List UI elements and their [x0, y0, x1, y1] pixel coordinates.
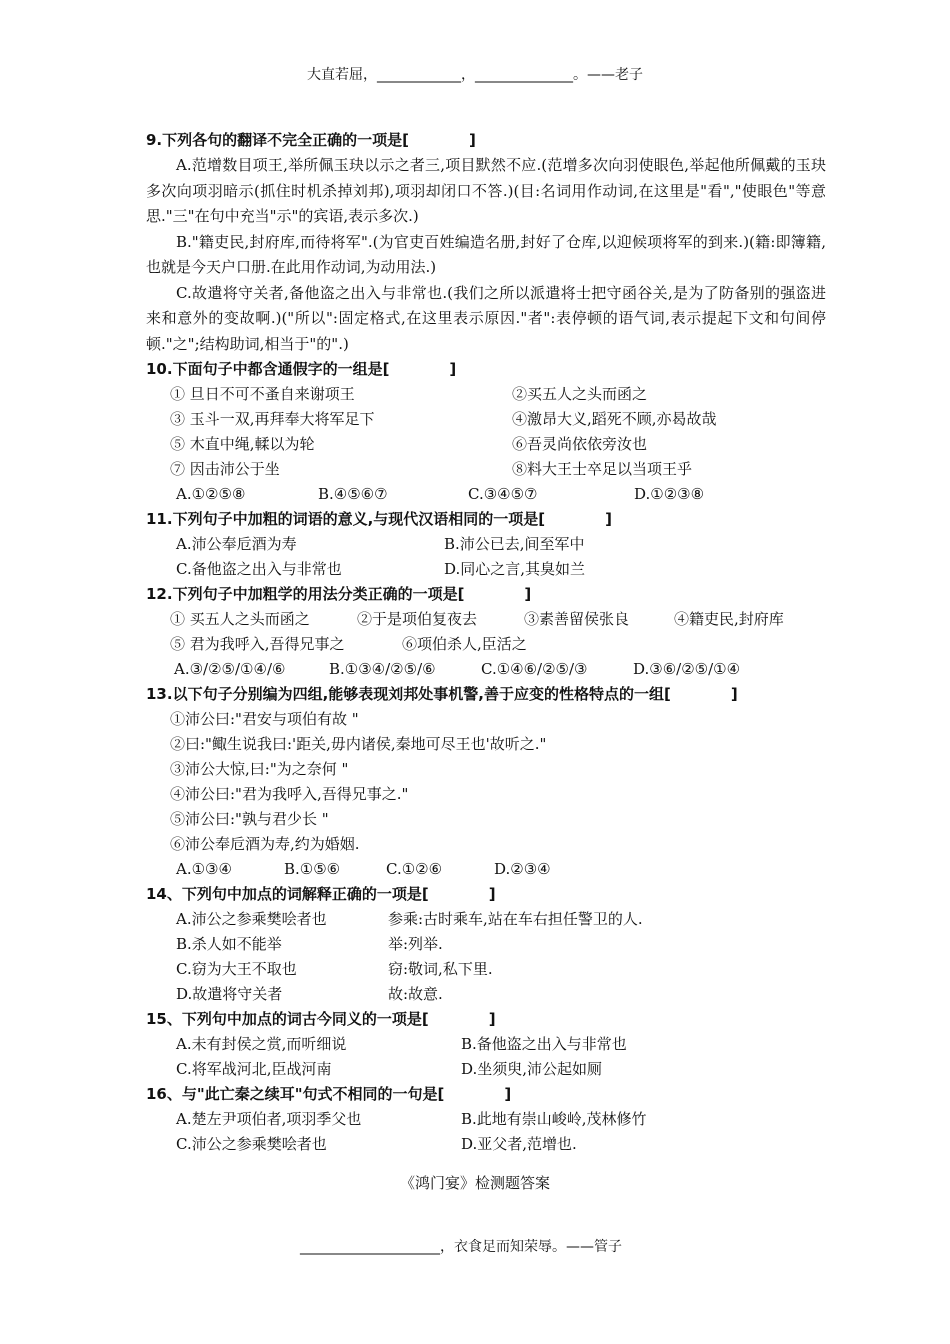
- question-12-option: B.①③④/②⑤/⑥: [329, 660, 436, 678]
- question-14-explanation: 窃:敬词,私下里.: [388, 960, 493, 978]
- question-13-stem: 13.以下句子分别编为四组,能够表现刘邦处事机警,善于应变的性格特点的一组[ ]: [146, 685, 738, 703]
- question-13-item: ⑤沛公曰:"孰与君少长 ": [170, 810, 329, 828]
- question-16-option: A.楚左尹项伯者,项羽季父也: [176, 1110, 362, 1128]
- question-12-option: D.③⑥/②⑤/①④: [633, 660, 741, 678]
- question-16-row: [146, 1132, 826, 1157]
- question-12-item: ① 买五人之头而函之: [170, 610, 310, 628]
- question-10-option: A.①②⑤⑧: [176, 485, 246, 503]
- question-11-stem: 11.下列句子中加粗的词语的意义,与现代汉语相同的一项是[ ]: [146, 510, 612, 528]
- question-12-option: A.③/②⑤/①④/⑥: [174, 660, 286, 678]
- question-11-option: A.沛公奉卮酒为寿: [176, 535, 297, 553]
- question-14-option: D.故遣将守关者: [176, 985, 283, 1003]
- question-10-item: ⑦ 因击沛公于坐: [170, 460, 280, 478]
- question-14-option: A.沛公之参乘樊哙者也: [176, 910, 327, 928]
- answer-section-title: 《鸿门宴》检测题答案: [399, 1174, 550, 1192]
- page-header: 大直若屈，____________，______________。——老子: [307, 67, 643, 83]
- question-12-option: C.①④⑥/②⑤/③: [481, 660, 588, 678]
- question-14-option: C.窃为大王不取也: [176, 960, 297, 978]
- question-12-item: ⑥项伯杀人,臣活之: [402, 635, 527, 653]
- question-14-row: [146, 907, 826, 932]
- question-13-item: ⑥沛公奉卮酒为寿,约为婚姻.: [170, 835, 360, 853]
- question-9-option-c: C.故遣将守关者,备他盗之出入与非常也.(我们之所以派遣将士把守函谷关,是为了防备别的强盗进来和意外的变故啊.)("所以":固定格式,在这里表示原因."者":表停顿的语气词,表示提起下文和句间停顿."之";结构助词,相当于"的".): [146, 283, 826, 353]
- question-11-option: B.沛公已去,间至军中: [444, 535, 585, 553]
- question-13-option: B.①⑤⑥: [284, 860, 341, 878]
- question-10-options: [146, 482, 826, 507]
- question-13-item: ②曰:"鲰生说我曰:'距关,毋内诸侯,秦地可尽王也'故听之.": [170, 735, 547, 753]
- question-15-option: D.坐须臾,沛公起如厕: [461, 1060, 603, 1078]
- question-10-option: D.①②③⑧: [634, 485, 705, 503]
- question-12-item: ④籍吏民,封府库: [674, 610, 784, 628]
- question-11-row: [146, 532, 826, 557]
- question-11-option: D.同心之言,其臭如兰: [444, 560, 586, 578]
- question-15-row: [146, 1057, 826, 1082]
- question-10-row: [146, 407, 826, 432]
- question-16-option: B.此地有崇山峻岭,茂林修竹: [461, 1110, 647, 1128]
- question-12-item: ②于是项伯复夜去: [357, 610, 478, 628]
- question-16-option: D.亚父者,范增也.: [461, 1135, 577, 1153]
- question-12-item: ③素善留侯张良: [524, 610, 630, 628]
- question-14-stem: 14、下列句中加点的词解释正确的一项是[ ]: [146, 885, 496, 903]
- question-14-row: [146, 957, 826, 982]
- question-10-option: C.③④⑤⑦: [468, 485, 538, 503]
- question-13-options: [146, 857, 826, 882]
- question-14-option: B.杀人如不能举: [176, 935, 282, 953]
- question-10-stem: 10.下面句子中都含通假字的一组是[ ]: [146, 360, 457, 378]
- question-13-item: ①沛公曰:"君安与项伯有故 ": [170, 710, 359, 728]
- question-12-item: ⑤ 君为我呼入,吾得兄事之: [170, 635, 345, 653]
- question-9-stem: 9.下列各句的翻译不完全正确的一项是[ ]: [146, 131, 476, 149]
- question-13-item: ④沛公曰:"君为我呼入,吾得兄事之.": [170, 785, 409, 803]
- question-10-item: ②买五人之头而函之: [512, 385, 648, 403]
- question-13-option: D.②③④: [494, 860, 551, 878]
- question-11-option: C.备他盗之出入与非常也: [176, 560, 342, 578]
- question-10-row: [146, 382, 826, 407]
- question-10-item: ① 旦日不可不蚤自来谢项王: [170, 385, 355, 403]
- question-14-explanation: 参乘:古时乘车,站在车右担任警卫的人.: [388, 910, 643, 928]
- question-10-option: B.④⑤⑥⑦: [318, 485, 388, 503]
- question-12-options: [146, 657, 826, 682]
- question-13-option: C.①②⑥: [386, 860, 443, 878]
- question-10-row: [146, 457, 826, 482]
- question-10-item: ⑧料大王士卒足以当项王乎: [512, 460, 693, 478]
- document-body: [146, 128, 826, 1157]
- question-14-row: [146, 982, 826, 1007]
- question-9-option-b: B."籍吏民,封府库,而待将军".(为官吏百姓编造名册,封好了仓库,以迎候项将军的到来.)(籍:即簿籍,也就是今天户口册.在此用作动词,为动用法.): [146, 232, 826, 276]
- question-15-row: [146, 1032, 826, 1057]
- question-15-option: A.未有封侯之赏,而听细说: [176, 1035, 347, 1053]
- page-footer: ____________________，衣食足而知荣辱。——管子: [300, 1239, 622, 1255]
- question-15-option: B.备他盗之出入与非常也: [461, 1035, 627, 1053]
- question-13-option: A.①③④: [176, 860, 232, 878]
- question-12-stem: 12.下列句子中加粗学的用法分类正确的一项是[ ]: [146, 585, 532, 603]
- question-14-explanation: 举:列举.: [388, 935, 443, 953]
- question-10-item: ⑤ 木直中绳,輮以为轮: [170, 435, 315, 453]
- question-11-row: [146, 557, 826, 582]
- question-15-stem: 15、下列句中加点的词古今同义的一项是[ ]: [146, 1010, 496, 1028]
- question-12-line: [146, 607, 826, 632]
- question-9-option-a: A.范增数目项王,举所佩玉玦以示之者三,项目默然不应.(范增多次向羽使眼色,举起他所佩戴的玉玦多次向项羽暗示(抓住时机杀掉刘邦),项羽却闭口不答.)(目:名词用作动词,在这里是"看","使眼色"等意思."三"在句中充当"示"的宾语,表示多次.): [146, 156, 826, 225]
- question-16-option: C.沛公之参乘樊哙者也: [176, 1135, 327, 1153]
- question-10-item: ⑥吾灵尚依依旁汝也: [512, 435, 648, 453]
- question-16-row: [146, 1107, 826, 1132]
- question-16-stem: 16、与"此亡秦之续耳"句式不相同的一句是[ ]: [146, 1085, 512, 1103]
- question-12-line: [146, 632, 826, 657]
- question-14-row: [146, 932, 826, 957]
- question-15-option: C.将军战河北,臣战河南: [176, 1060, 332, 1078]
- question-13-item: ③沛公大惊,曰:"为之奈何 ": [170, 760, 349, 778]
- question-14-explanation: 故:故意.: [388, 985, 443, 1003]
- question-10-item: ③ 玉斗一双,再拜奉大将军足下: [170, 410, 375, 428]
- question-10-item: ④激昂大义,蹈死不顾,亦曷故哉: [512, 410, 717, 428]
- question-10-row: [146, 432, 826, 457]
